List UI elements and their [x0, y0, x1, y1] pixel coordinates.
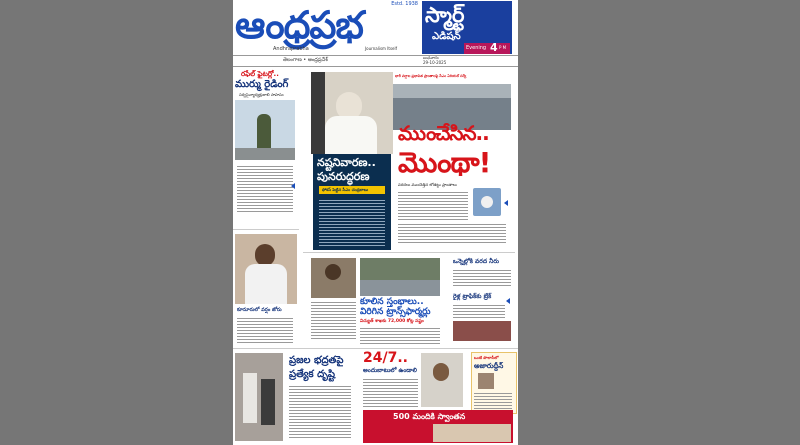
right-body-1: [453, 268, 511, 286]
bottom-left-head-1: ప్రజల భద్రతపై: [289, 355, 344, 366]
states-label: తెలంగాణ • ఆంధ్రప్రదేశ్: [283, 57, 328, 63]
azharuddin-box: [471, 352, 517, 414]
cyclone-eye: [481, 196, 493, 208]
right-body-2: [453, 303, 505, 319]
lead-kicker-box: [393, 72, 513, 84]
bottom-right-kicker: ఒంటి పొలాసీలో: [474, 355, 499, 360]
masthead-sub-left: Andhraprabha: [273, 46, 309, 52]
edition-sub: ఎడిషన్: [432, 31, 461, 42]
bottom-mid-head-2: అందుబాటులో ఉండాలి: [363, 367, 417, 374]
police-photo: [235, 353, 283, 441]
divider: [303, 252, 515, 253]
person-body: [245, 264, 287, 304]
box-sub-strip: [319, 186, 385, 194]
banner-text: 500 మందికి స్వాంతన: [393, 412, 466, 421]
officer-1: [243, 373, 257, 423]
man-head: [325, 264, 341, 280]
evening-label: Evening: [466, 45, 487, 51]
box-headline-1: నష్టనివారణ..: [317, 156, 376, 169]
story1-sub: సర్వసైన్యాధ్యక్షురాలి సాహసం: [239, 92, 284, 97]
trees-body: [360, 326, 440, 344]
masthead-logo: ఆంధ్రప్రభ: [235, 2, 363, 47]
box-sub: ఫోకస్ పెట్టిన సీఎం చంద్రబాబు: [322, 187, 369, 192]
trees-subhead: విద్యుత్ శాఖకు 72,000 కోట్ల నష్టం: [360, 319, 424, 324]
tarmac: [235, 148, 295, 160]
story1-body: [237, 164, 293, 214]
date-label: 29-10-2025: [423, 60, 447, 65]
bottom-banner: [363, 410, 513, 443]
day-label: బుధవారం: [423, 55, 439, 60]
trees-headline: కూలిన స్తంభాలు.. విరిగిన ట్రాన్స్‌ఫార్మర్లు: [360, 297, 431, 317]
crowd-photo: [433, 424, 511, 442]
dateline-bar: [233, 55, 518, 67]
lead-kicker: భారీ వర్షాల ప్రభావిత ప్రాంతాలపై సీఎం ఏరియల్ సర్వే: [395, 74, 467, 78]
bottom-left-body: [289, 384, 351, 440]
cm-aerial-photo: [311, 72, 393, 154]
train-photo: [453, 321, 511, 341]
mid-left-body: [311, 300, 356, 340]
estd-label: Estd. 1938: [391, 1, 418, 7]
lead-continue-arrow-icon[interactable]: [504, 200, 508, 206]
pm-unit: P M: [499, 45, 507, 50]
pm-number: 4: [490, 41, 498, 54]
bottom-mid-body: [363, 377, 418, 407]
divider: [233, 229, 299, 230]
window-frame: [311, 72, 325, 154]
cm-photo: [235, 234, 297, 304]
box-body: [319, 198, 385, 246]
fallen-trees-photo: [360, 258, 440, 296]
person-head: [255, 244, 275, 266]
story1-headline: ముర్ము రైడింగ్: [235, 79, 289, 90]
lead-headline-2: మొంథా!: [398, 146, 491, 179]
bottom-right-head: అజారుద్దీన్: [474, 362, 504, 370]
leader-photo: [421, 353, 463, 407]
rafale-photo: [235, 100, 295, 160]
bottom-mid-head-1: 24/7..: [363, 350, 408, 366]
masthead-sub-right: Journalism Itself: [365, 46, 398, 51]
azhar-photo: [478, 373, 494, 389]
cm-focus-box: [313, 154, 391, 250]
right-headline-1: ఒన్నెల్లోకి వరద నీరు: [453, 258, 499, 265]
right-continue-arrow-icon[interactable]: [506, 298, 510, 304]
newspaper-page: [233, 0, 518, 445]
edition-title: స్మార్ట్: [425, 3, 465, 27]
officer-2: [261, 379, 275, 425]
story1-kicker: రఫేల్ ఫైటర్లో..: [241, 70, 279, 78]
box-headline-2: పునరుద్ధరణ: [317, 170, 370, 183]
lead-body-2: [398, 222, 506, 244]
bottom-left-head-2: ప్రత్యేక దృష్టి: [289, 369, 336, 380]
flood-sky: [393, 84, 511, 98]
story2-body: [237, 316, 293, 344]
left-story-cm: [233, 232, 299, 347]
lead-subhead: వరదలు ముంచెత్తిన లోతట్టు ప్రాంతాలు: [398, 182, 457, 187]
story2-caption: కూనూరులో వర్షం జోరు: [237, 307, 282, 313]
man-photo: [311, 258, 356, 298]
leader-head: [433, 363, 449, 381]
lead-body: [398, 190, 468, 220]
azhar-body: [474, 391, 512, 411]
flooded-road: [360, 280, 440, 296]
masthead-logo-block: [235, 1, 420, 54]
cm-shirt: [325, 116, 377, 154]
cyclone-map: [473, 188, 501, 216]
continue-arrow-icon[interactable]: [291, 183, 295, 189]
left-story-rafale: [233, 68, 299, 228]
lead-headline-1: ముంచేసిన..: [398, 121, 489, 145]
right-headline-2: రైళ్ల ట్రాఫిక్‌కు బ్రేక్: [453, 293, 492, 300]
edition-badge: [422, 1, 512, 54]
divider: [233, 348, 518, 349]
evening-tag: [464, 43, 510, 54]
